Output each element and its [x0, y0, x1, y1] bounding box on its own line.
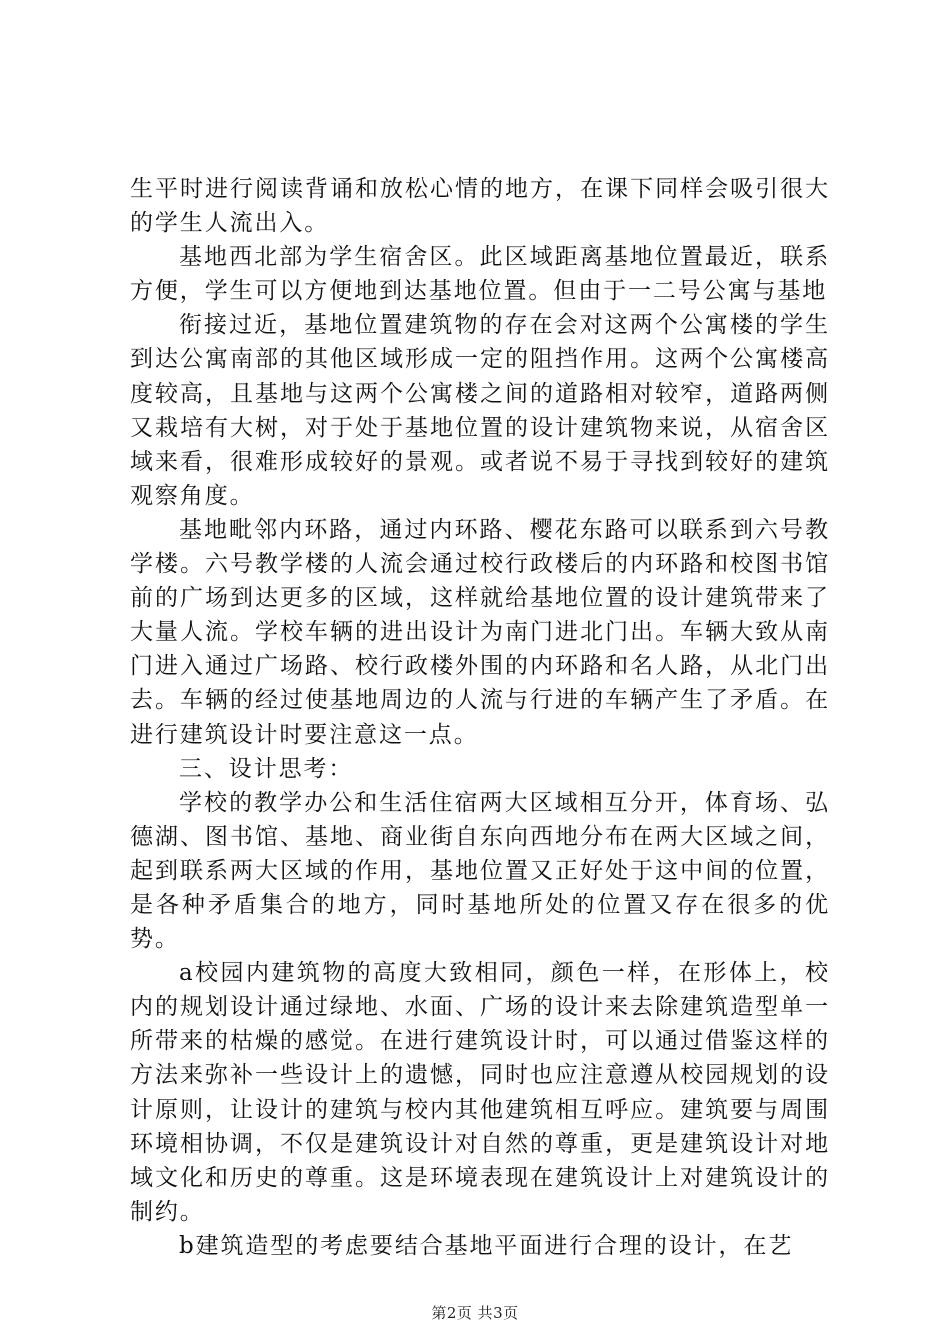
paragraph-ring-road-traffic: 基地毗邻内环路，通过内环路、樱花东路可以联系到六号教学楼。六号教学楼的人流会通过校行政楼后的内环路和校图书馆前的广场到达更多的区域，这样就给基地位置的设计建筑带来了大量人流。学校车辆的进出设计为南门进北门出。车辆大致从南门进入通过广场路、校行政楼外围的内环路和名人路，从北门出去。车辆的经过使基地周边的人流与行进的车辆产生了矛盾。在进行建筑设计时要注意这一点。 — [130, 516, 830, 748]
paragraph-continuation: 生平时进行阅读背诵和放松心情的地方，在课下同样会吸引很大的学生人流出入。 — [130, 176, 830, 237]
paragraph-point-b: b建筑造型的考虑要结合基地平面进行合理的设计，在艺 — [179, 1232, 794, 1259]
paragraph-campus-zones: 学校的教学办公和生活住宿两大区域相互分开，体育场、弘德湖、图书馆、基地、商业街自东向西地分布在两大区域之间，起到联系两大区域的作用，基地位置又正好处于这中间的位置，是各种矛盾集合的地方，同时基地所处的位置又存在很多的优势。 — [130, 789, 830, 953]
paragraph-dormitory-area: 基地西北部为学生宿舍区。此区域距离基地位置最近，联系方便，学生可以方便地到达基地位置。但由于一二号公寓与基地 — [130, 244, 830, 305]
paragraph-apartment-obstruction: 衔接过近，基地位置建筑物的存在会对这两个公寓楼的学生到达公寓南部的其他区域形成一定的阻挡作用。这两个公寓楼高度较高，且基地与这两个公寓楼之间的道路相对较窄，道路两侧又栽培有大树，对于处于基地位置的设计建筑物来说，从宿舍区域来看，很难形成较好的景观。或者说不易于寻找到较好的建筑观察角度。 — [130, 312, 830, 509]
paragraph-point-a: a校园内建筑物的高度大致相同，颜色一样，在形体上，校内的规划设计通过绿地、水面、广场的设计来去除建筑造型单一所带来的枯燥的感觉。在进行建筑设计时，可以通过借鉴这样的方法来弥补一些设计上的遗憾，同时也应注意遵从校园规划的设计原则，让设计的建筑与校内其他建筑相互呼应。建筑要与周围环境相协调，不仅是建筑设计对自然的尊重，更是建筑设计对地域文化和历史的尊重。这是环境表现在建筑设计上对建筑设计的制约。 — [130, 960, 830, 1225]
document-body — [130, 172, 830, 1263]
page-footer: 第2页 共3页 — [431, 1304, 519, 1322]
section-heading-design-thinking: 三、设计思考： — [179, 755, 354, 782]
